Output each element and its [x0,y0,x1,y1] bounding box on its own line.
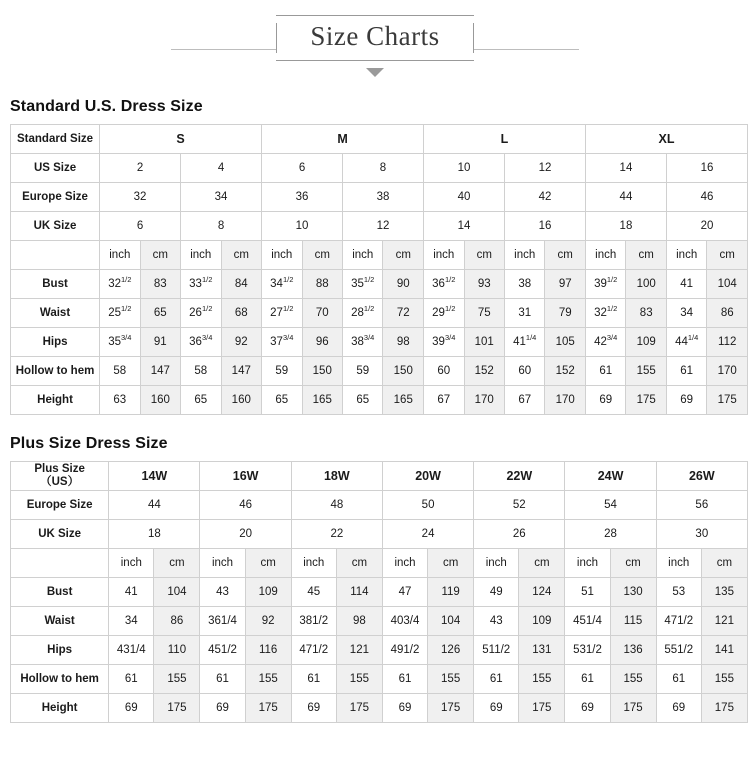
cell-bust-8: $36^{1/2}$ [424,270,464,299]
plus-cell-height-3: 175 [245,694,291,723]
header-inner [276,15,473,77]
caret-down-icon [366,68,384,77]
plus-cell-eu-1: 46 [200,491,291,520]
cell-uk-size-7: 20 [666,212,747,241]
table-row-plus-hips [11,636,748,665]
plus-cell-bust-4: 45 [291,578,336,607]
cell-hth-0: 58 [100,357,140,386]
plus-cell-bust-1: 104 [154,578,200,607]
plus-cell-bust-9: 124 [519,578,565,607]
plus-cell-unit-0: inch [109,549,154,578]
plus-group-22w: 22W [474,462,565,491]
plus-cell-uk-4: 26 [474,520,565,549]
cell-uk-size-0: 6 [100,212,181,241]
cell-uk-size-1: 8 [181,212,262,241]
plus-cell-height-12: 69 [656,694,701,723]
cell-height-11: 170 [545,386,586,415]
cell-height-8: 67 [424,386,464,415]
cell-hips-13: 109 [626,328,666,357]
cell-waist-1: 65 [140,299,180,328]
page-title: Size Charts [310,21,440,52]
cell-bust-1: 83 [140,270,180,299]
table-row-uk-size [11,212,748,241]
plus-cell-unit-13: cm [701,549,747,578]
cell-hth-9: 152 [464,357,504,386]
cell-unit-9: cm [464,241,504,270]
plus-cell-waist-13: 121 [701,607,747,636]
cell-hips-2: $36^{3/4}$ [181,328,221,357]
cell-bust-9: 93 [464,270,504,299]
plus-cell-unit-7: cm [428,549,474,578]
cell-bust-7: 90 [383,270,424,299]
cell-unit-4: inch [262,241,302,270]
table-row-waist [11,299,748,328]
table-row-units [11,241,748,270]
plus-cell-hips-5: 121 [336,636,382,665]
cell-bust-10: 38 [504,270,544,299]
row-label-us-size: US Size [11,154,100,183]
row-label-plus-bust: Bust [11,578,109,607]
cell-uk-size-2: 10 [262,212,343,241]
row-label-bust: Bust [11,270,100,299]
plus-cell-bust-5: 114 [336,578,382,607]
plus-cell-uk-2: 22 [291,520,382,549]
plus-cell-hips-2: 451/2 [200,636,245,665]
plus-cell-uk-1: 20 [200,520,291,549]
table-row-height [11,386,748,415]
table-row-bust [11,270,748,299]
plus-cell-hth-6: 61 [382,665,427,694]
row-label-plus-waist: Waist [11,607,109,636]
plus-cell-hth-12: 61 [656,665,701,694]
plus-group-18w: 18W [291,462,382,491]
cell-hips-7: 98 [383,328,424,357]
cell-hth-4: 59 [262,357,302,386]
cell-bust-3: 84 [221,270,262,299]
plus-group-24w: 24W [565,462,656,491]
plus-cell-hth-9: 155 [519,665,565,694]
plus-cell-units-corner [11,549,109,578]
cell-unit-11: cm [545,241,586,270]
table-row-europe-size [11,183,748,212]
cell-hth-5: 150 [302,357,342,386]
size-group-xl: XL [585,125,747,154]
row-label-europe-size: Europe Size [11,183,100,212]
cell-uk-size-5: 16 [504,212,585,241]
plus-cell-bust-7: 119 [428,578,474,607]
plus-cell-hth-2: 61 [200,665,245,694]
standard-size-table [10,124,748,415]
cell-unit-14: inch [666,241,706,270]
plus-cell-unit-3: cm [245,549,291,578]
plus-cell-hth-0: 61 [109,665,154,694]
cell-hth-1: 147 [140,357,180,386]
cell-hips-5: 96 [302,328,342,357]
plus-cell-hips-8: 511/2 [474,636,519,665]
cell-unit-3: cm [221,241,262,270]
cell-us-size-4: 10 [424,154,505,183]
plus-group-26w: 26W [656,462,747,491]
plus-cell-bust-11: 130 [610,578,656,607]
plus-cell-eu-3: 50 [382,491,473,520]
plus-cell-hips-10: 531/2 [565,636,610,665]
plus-cell-hips-9: 131 [519,636,565,665]
plus-cell-eu-6: 56 [656,491,747,520]
cell-waist-6: $28^{1/2}$ [343,299,383,328]
cell-bust-4: $34^{1/2}$ [262,270,302,299]
cell-unit-8: inch [424,241,464,270]
cell-waist-15: 86 [707,299,748,328]
cell-bust-15: 104 [707,270,748,299]
cell-hips-9: 101 [464,328,504,357]
table-row-standard-size [11,125,748,154]
cell-hips-10: $41^{1/4}$ [504,328,544,357]
plus-cell-bust-0: 41 [109,578,154,607]
plus-cell-waist-6: 403/4 [382,607,427,636]
cell-hth-15: 170 [707,357,748,386]
plus-cell-waist-1: 86 [154,607,200,636]
cell-hips-8: $39^{3/4}$ [424,328,464,357]
plus-cell-waist-10: 451/4 [565,607,610,636]
plus-cell-waist-4: 381/2 [291,607,336,636]
plus-cell-hips-6: 491/2 [382,636,427,665]
plus-cell-unit-12: inch [656,549,701,578]
plus-size-section [0,429,750,723]
plus-size-table [10,461,748,723]
plus-cell-hth-8: 61 [474,665,519,694]
cell-unit-2: inch [181,241,221,270]
row-label-plus-hollow-to-hem: Hollow to hem [11,665,109,694]
plus-cell-waist-12: 471/2 [656,607,701,636]
plus-group-14w: 14W [109,462,200,491]
cell-hth-3: 147 [221,357,262,386]
cell-waist-14: 34 [666,299,706,328]
cell-hips-6: $38^{3/4}$ [343,328,383,357]
table-row-hips [11,328,748,357]
plus-cell-hips-0: 431/4 [109,636,154,665]
row-label-hips: Hips [11,328,100,357]
cell-us-size-2: 6 [262,154,343,183]
plus-cell-uk-5: 28 [565,520,656,549]
table-row-hollow-to-hem [11,357,748,386]
table-row-plus-height [11,694,748,723]
cell-height-2: 65 [181,386,221,415]
table-row-plus-size [11,462,748,491]
cell-hth-6: 59 [343,357,383,386]
plus-cell-height-6: 69 [382,694,427,723]
plus-cell-hth-11: 155 [610,665,656,694]
cell-eu-size-4: 40 [424,183,505,212]
plus-cell-unit-2: inch [200,549,245,578]
cell-waist-4: $27^{1/2}$ [262,299,302,328]
plus-cell-height-13: 175 [701,694,747,723]
cell-waist-13: 83 [626,299,666,328]
cell-height-7: 165 [383,386,424,415]
cell-us-size-6: 14 [585,154,666,183]
cell-us-size-0: 2 [100,154,181,183]
cell-uk-size-3: 12 [343,212,424,241]
plus-cell-height-8: 69 [474,694,519,723]
cell-hips-3: 92 [221,328,262,357]
cell-uk-size-4: 14 [424,212,505,241]
plus-cell-hips-12: 551/2 [656,636,701,665]
plus-cell-waist-11: 115 [610,607,656,636]
plus-cell-unit-1: cm [154,549,200,578]
row-label-plus-europe-size: Europe Size [11,491,109,520]
cell-hips-0: $35^{3/4}$ [100,328,140,357]
cell-hth-12: 61 [585,357,625,386]
cell-height-1: 160 [140,386,180,415]
plus-cell-hth-3: 155 [245,665,291,694]
plus-cell-hth-4: 61 [291,665,336,694]
cell-uk-size-6: 18 [585,212,666,241]
cell-units-corner [11,241,100,270]
cell-bust-14: 41 [666,270,706,299]
cell-height-10: 67 [504,386,544,415]
cell-bust-11: 97 [545,270,586,299]
plus-cell-hips-1: 110 [154,636,200,665]
cell-hips-15: 112 [707,328,748,357]
plus-cell-waist-5: 98 [336,607,382,636]
cell-waist-7: 72 [383,299,424,328]
plus-cell-height-7: 175 [428,694,474,723]
cell-eu-size-1: 34 [181,183,262,212]
cell-unit-6: inch [343,241,383,270]
cell-hips-12: $42^{3/4}$ [585,328,625,357]
plus-cell-height-2: 69 [200,694,245,723]
plus-cell-unit-11: cm [610,549,656,578]
cell-unit-10: inch [504,241,544,270]
table-row-plus-hollow-to-hem [11,665,748,694]
cell-unit-13: cm [626,241,666,270]
plus-cell-bust-12: 53 [656,578,701,607]
plus-cell-height-11: 175 [610,694,656,723]
plus-cell-hth-5: 155 [336,665,382,694]
cell-height-9: 170 [464,386,504,415]
plus-cell-bust-8: 49 [474,578,519,607]
table-row-plus-units [11,549,748,578]
cell-bust-6: $35^{1/2}$ [343,270,383,299]
cell-hth-13: 155 [626,357,666,386]
page-header [0,0,750,92]
cell-height-6: 65 [343,386,383,415]
size-group-m: M [262,125,424,154]
header-rule-left [171,49,276,50]
table-row-plus-waist [11,607,748,636]
cell-bust-5: 88 [302,270,342,299]
plus-section-title: Plus Size Dress Size [10,435,168,452]
cell-waist-11: 79 [545,299,586,328]
plus-cell-unit-5: cm [336,549,382,578]
cell-height-15: 175 [707,386,748,415]
plus-cell-waist-3: 92 [245,607,291,636]
cell-height-13: 175 [626,386,666,415]
cell-unit-5: cm [302,241,342,270]
row-label-waist: Waist [11,299,100,328]
cell-hips-4: $37^{3/4}$ [262,328,302,357]
plus-group-20w: 20W [382,462,473,491]
cell-waist-0: $25^{1/2}$ [100,299,140,328]
cell-eu-size-6: 44 [585,183,666,212]
cell-bust-2: $33^{1/2}$ [181,270,221,299]
cell-waist-5: 70 [302,299,342,328]
plus-cell-waist-0: 34 [109,607,154,636]
cell-hips-14: $44^{1/4}$ [666,328,706,357]
standard-table-wrap [0,124,750,415]
plus-table-wrap [0,461,750,723]
row-label-hollow-to-hem: Hollow to hem [11,357,100,386]
plus-cell-waist-9: 109 [519,607,565,636]
row-label-height: Height [11,386,100,415]
plus-cell-unit-4: inch [291,549,336,578]
cell-unit-12: inch [585,241,625,270]
cell-bust-13: 100 [626,270,666,299]
title-box [276,15,473,61]
plus-cell-hips-11: 136 [610,636,656,665]
size-group-l: L [424,125,586,154]
cell-hips-1: 91 [140,328,180,357]
cell-eu-size-3: 38 [343,183,424,212]
row-label-plus-height: Height [11,694,109,723]
plus-cell-bust-10: 51 [565,578,610,607]
header-rule-right [474,49,579,50]
cell-eu-size-7: 46 [666,183,747,212]
cell-waist-2: $26^{1/2}$ [181,299,221,328]
plus-cell-hips-4: 471/2 [291,636,336,665]
cell-height-4: 65 [262,386,302,415]
cell-bust-12: $39^{1/2}$ [585,270,625,299]
cell-waist-3: 68 [221,299,262,328]
cell-unit-7: cm [383,241,424,270]
cell-hips-11: 105 [545,328,586,357]
plus-cell-unit-6: inch [382,549,427,578]
plus-cell-hips-3: 116 [245,636,291,665]
plus-cell-bust-2: 43 [200,578,245,607]
plus-cell-height-4: 69 [291,694,336,723]
plus-cell-uk-3: 24 [382,520,473,549]
cell-waist-9: 75 [464,299,504,328]
row-label-plus-hips: Hips [11,636,109,665]
cell-height-5: 165 [302,386,342,415]
size-group-s: S [100,125,262,154]
plus-cell-unit-8: inch [474,549,519,578]
plus-cell-hips-13: 141 [701,636,747,665]
row-label-standard-size: Standard Size [11,125,100,154]
plus-cell-hth-13: 155 [701,665,747,694]
cell-waist-12: $32^{1/2}$ [585,299,625,328]
plus-cell-uk-6: 30 [656,520,747,549]
cell-unit-0: inch [100,241,140,270]
cell-us-size-7: 16 [666,154,747,183]
table-row-plus-bust [11,578,748,607]
row-label-uk-size: UK Size [11,212,100,241]
cell-hth-10: 60 [504,357,544,386]
cell-eu-size-5: 42 [504,183,585,212]
cell-hth-2: 58 [181,357,221,386]
plus-cell-hth-7: 155 [428,665,474,694]
plus-cell-eu-4: 52 [474,491,565,520]
cell-waist-8: $29^{1/2}$ [424,299,464,328]
cell-us-size-5: 12 [504,154,585,183]
plus-cell-height-1: 175 [154,694,200,723]
cell-height-3: 160 [221,386,262,415]
cell-height-14: 69 [666,386,706,415]
cell-us-size-1: 4 [181,154,262,183]
cell-us-size-3: 8 [343,154,424,183]
cell-eu-size-0: 32 [100,183,181,212]
standard-section-title: Standard U.S. Dress Size [10,98,203,115]
table-row-plus-uk-size [11,520,748,549]
cell-eu-size-2: 36 [262,183,343,212]
plus-cell-bust-3: 109 [245,578,291,607]
cell-hth-7: 150 [383,357,424,386]
cell-waist-10: 31 [504,299,544,328]
cell-height-0: 63 [100,386,140,415]
plus-cell-eu-5: 54 [565,491,656,520]
plus-cell-unit-9: cm [519,549,565,578]
cell-hth-11: 152 [545,357,586,386]
plus-cell-bust-13: 135 [701,578,747,607]
plus-group-16w: 16W [200,462,291,491]
plus-cell-hips-7: 126 [428,636,474,665]
table-row-plus-europe-size [11,491,748,520]
plus-cell-unit-10: inch [565,549,610,578]
plus-cell-height-10: 69 [565,694,610,723]
plus-cell-waist-8: 43 [474,607,519,636]
plus-cell-hth-1: 155 [154,665,200,694]
plus-cell-waist-2: 361/4 [200,607,245,636]
row-label-plus-size: Plus Size （US） [11,462,109,491]
cell-bust-0: $32^{1/2}$ [100,270,140,299]
plus-cell-hth-10: 61 [565,665,610,694]
plus-cell-waist-7: 104 [428,607,474,636]
plus-cell-uk-0: 18 [109,520,200,549]
cell-height-12: 69 [585,386,625,415]
plus-cell-eu-2: 48 [291,491,382,520]
cell-unit-15: cm [707,241,748,270]
plus-cell-height-0: 69 [109,694,154,723]
plus-cell-height-9: 175 [519,694,565,723]
cell-hth-14: 61 [666,357,706,386]
cell-unit-1: cm [140,241,180,270]
plus-cell-eu-0: 44 [109,491,200,520]
cell-hth-8: 60 [424,357,464,386]
standard-size-section [0,92,750,415]
table-row-us-size [11,154,748,183]
row-label-plus-uk-size: UK Size [11,520,109,549]
plus-cell-height-5: 175 [336,694,382,723]
plus-cell-bust-6: 47 [382,578,427,607]
